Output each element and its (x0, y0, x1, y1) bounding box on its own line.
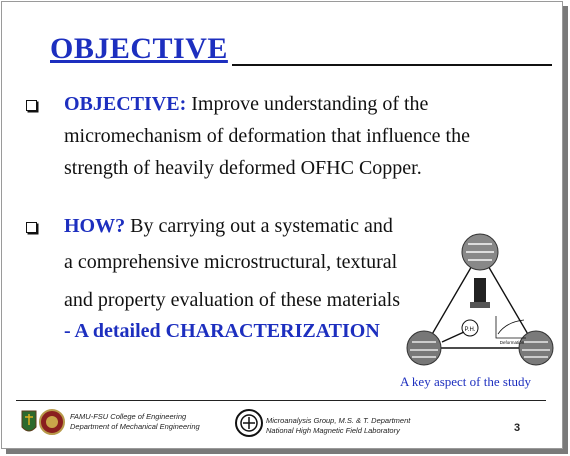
bullet2-line1 (64, 210, 393, 242)
characterization-line: - A detailed CHARACTERIZATION (64, 320, 380, 342)
bullet-checkbox-icon (26, 100, 37, 111)
bullet2-line2: a comprehensive microstructural, textural (64, 251, 398, 273)
microstructure-left-image (407, 331, 441, 365)
footer-left-line2: Department of Mechanical Engineering (70, 422, 200, 431)
page-number: 3 (514, 422, 521, 434)
bullet1-keyword: OBJECTIVE: (64, 93, 187, 115)
slide-title: OBJECTIVE (50, 32, 228, 65)
characterization-triangle-figure (404, 230, 554, 370)
slide (1, 1, 563, 449)
university-logos (20, 407, 68, 441)
footer-center-line1: Microanalysis Group, M.S. & T. Department (266, 416, 411, 425)
title-underline-rule (232, 64, 552, 66)
bullet2-text1: By carrying out a systematic and (125, 215, 393, 237)
footer-center-text (266, 416, 410, 436)
deformation-axis-label: Deformation (499, 340, 525, 345)
center-label: P.H. (464, 327, 476, 333)
sample-rod-icon (474, 278, 486, 304)
figure-caption: A key aspect of the study (400, 374, 532, 389)
bullet2-line3: and property evaluation of these materials (64, 289, 400, 311)
bullet1-line1 (64, 88, 428, 120)
bullet1-line3: strength of heavily deformed OFHC Copper. (64, 157, 422, 179)
bullet1-text1: Improve understanding of the (186, 93, 429, 115)
footer-left-line1: FAMU-FSU College of Engineering (70, 412, 187, 421)
microstructure-right-image (519, 331, 553, 365)
bullet2-keyword: HOW? (64, 215, 126, 237)
bullet1-line2: micromechanism of deformation that influence the (64, 125, 470, 147)
footer-rule (16, 400, 546, 401)
bullet-checkbox-icon (26, 222, 37, 233)
nhmfl-logo (234, 408, 264, 438)
footer-left-text (70, 412, 200, 432)
footer-center-line2: National High Magnetic Field Laboratory (266, 426, 400, 435)
